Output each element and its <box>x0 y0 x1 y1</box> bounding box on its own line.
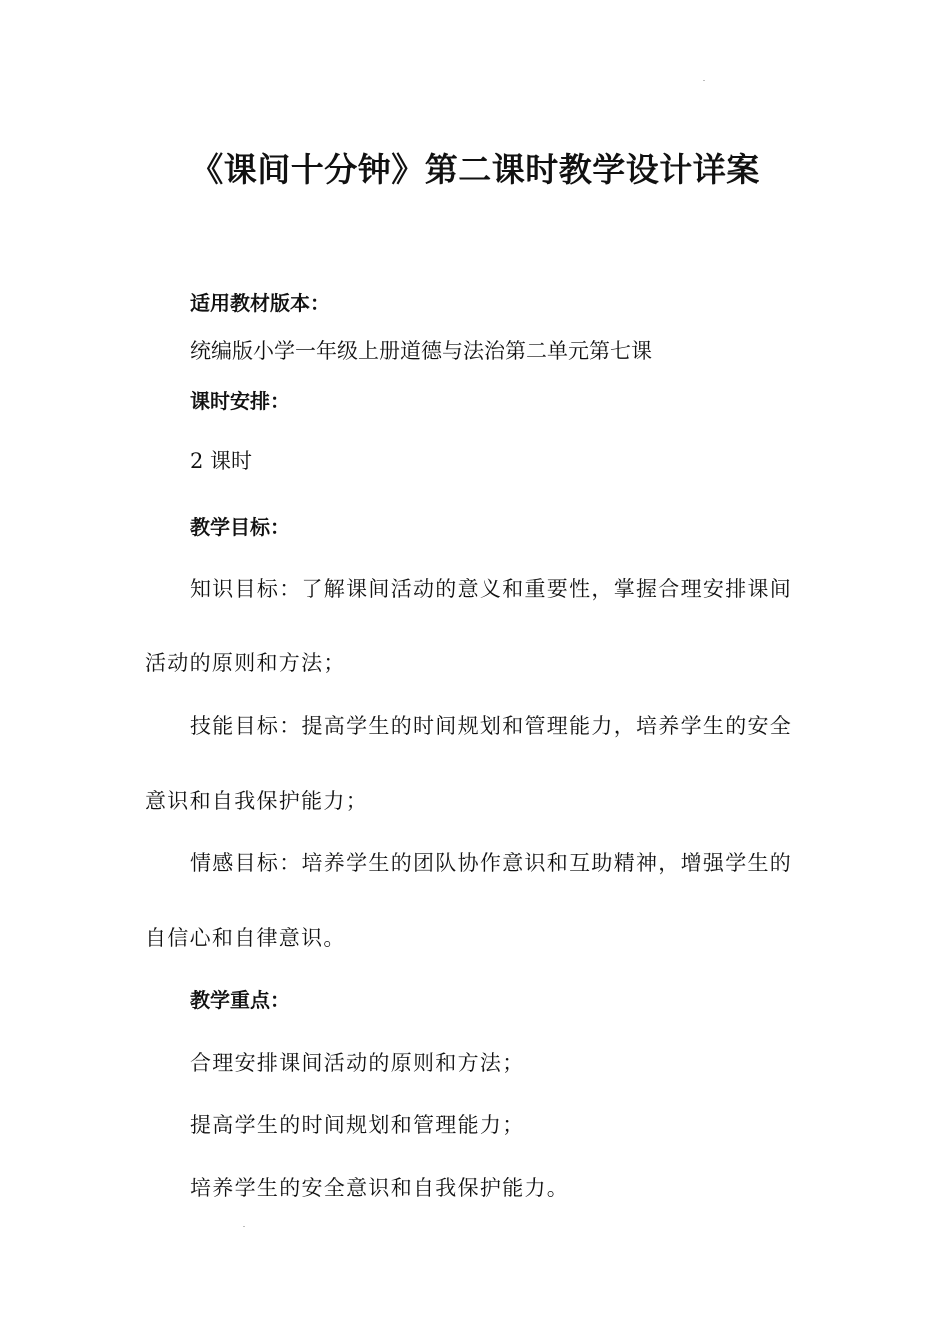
scan-dot <box>243 1226 245 1227</box>
key-point-item: 提高学生的时间规划和管理能力； <box>190 1113 525 1137</box>
scan-dot <box>703 80 705 81</box>
page-title: 《课间十分钟》第二课时教学设计详案 <box>190 150 760 189</box>
schedule-value: 2 课时 <box>190 449 253 473</box>
key-points-heading: 教学重点： <box>190 988 290 1012</box>
objective-knowledge-line2: 活动的原则和方法； <box>145 651 346 675</box>
schedule-heading: 课时安排： <box>190 389 290 413</box>
objectives-heading: 教学目标： <box>190 515 290 539</box>
textbook-value: 统编版小学一年级上册道德与法治第二单元第七课 <box>190 339 652 363</box>
textbook-heading: 适用教材版本： <box>190 291 330 315</box>
objective-skill-line2: 意识和自我保护能力； <box>145 789 368 813</box>
objective-knowledge-line1: 知识目标：了解课间活动的意义和重要性，掌握合理安排课间 <box>190 577 793 601</box>
key-point-item: 合理安排课间活动的原则和方法； <box>190 1051 525 1075</box>
key-point-item: 培养学生的安全意识和自我保护能力。 <box>190 1176 570 1200</box>
objective-emotion-line2: 自信心和自律意识。 <box>145 926 346 950</box>
objective-skill-line1: 技能目标：提高学生的时间规划和管理能力，培养学生的安全 <box>190 714 793 738</box>
objective-emotion-line1: 情感目标：培养学生的团队协作意识和互助精神，增强学生的 <box>190 851 793 875</box>
